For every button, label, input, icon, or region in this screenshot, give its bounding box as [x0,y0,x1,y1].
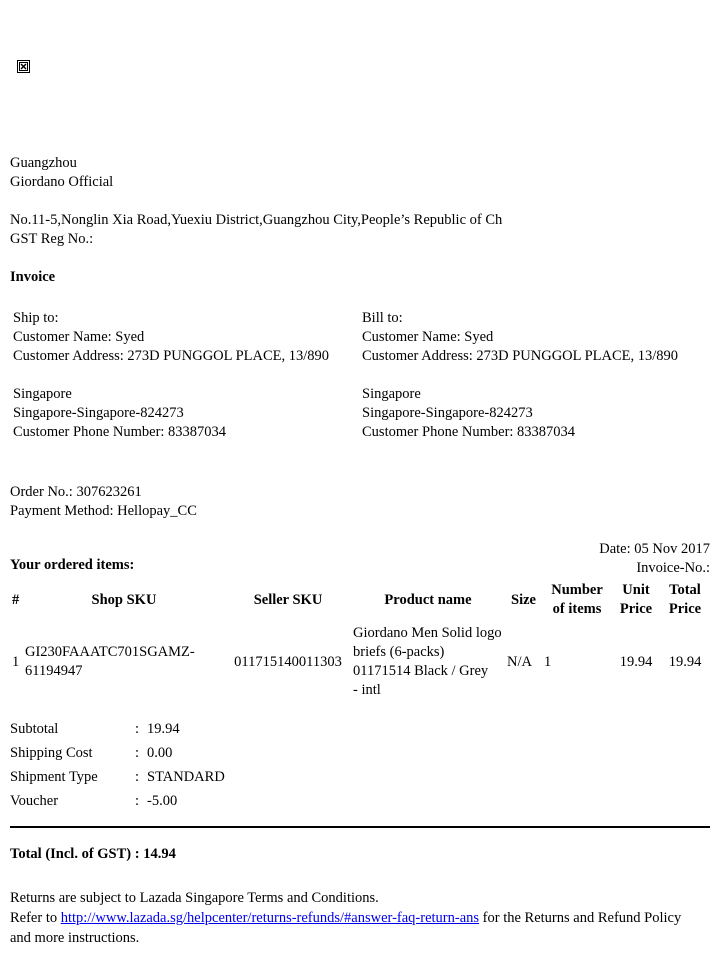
col-header-shop-sku: Shop SKU [91,591,157,608]
ship-to-name: Customer Name: Syed [13,329,145,345]
bill-to-block [362,309,678,442]
seller-city: Guangzhou [10,155,77,171]
col-header-seller-sku: Seller SKU [253,591,323,608]
table-row [10,620,710,704]
shipping-value: 0.00 [147,745,173,761]
summary-shipment-type: Shipment Type : STANDARD [10,768,225,792]
col-header-num: # [12,591,20,608]
seller-info [10,154,113,192]
cell-seller-sku: 011715140011303 [234,653,342,670]
seller-shop-name: Giordano Official [10,174,114,190]
bill-to-heading: Bill to: [362,310,403,326]
seller-address-block [10,211,502,249]
returns-policy-link[interactable]: http://www.lazada.sg/helpcenter/returns-refunds/#answer-faq-return-ans [60,910,480,926]
grand-total: Total (Incl. of GST) : 14.94 [10,846,176,862]
items-table [10,580,710,704]
summary-shipping: Shipping Cost : 0.00 [10,744,225,768]
seller-gst-reg: GST Reg No.: [10,231,94,247]
broken-image-icon [17,60,30,73]
footer-notes [10,888,715,948]
payment-method: Payment Method: Hellopay_CC [10,503,197,519]
refer-line-2: and more instructions. [10,930,140,946]
cell-size: N/A [507,653,532,670]
col-header-unit-price: Unit Price [619,582,653,617]
shipment-type-value: STANDARD [147,769,225,785]
document-title: Invoice [10,269,56,285]
bill-to-address: Customer Address: 273D PUNGGOL PLACE, 13/890 [362,348,679,364]
col-header-number-of-items: Number of items [551,582,603,617]
bill-to-region: Singapore-Singapore-824273 [362,405,533,421]
bill-to-phone: Customer Phone Number: 83387034 [362,424,576,440]
ship-to-block [13,309,329,442]
subtotal-value: 19.94 [147,721,180,737]
seller-address: No.11-5,Nonglin Xia Road,Yuexiu District,Guangzhou City,People’s Republic of Ch [10,212,503,228]
cell-qty: 1 [544,653,552,670]
cell-unit-price: 19.94 [619,653,653,670]
table-header-row [10,580,710,620]
cell-num: 1 [12,653,20,670]
ship-to-address: Customer Address: 273D PUNGGOL PLACE, 13/890 [13,348,330,364]
refer-line: Refer to http://www.lazada.sg/helpcenter/returns-refunds/#answer-faq-return-ans for the Returns and Refund Policy [10,910,682,926]
col-header-total-price: Total Price [668,582,702,617]
bill-to-name: Customer Name: Syed [362,329,494,345]
cell-product-name: Giordano Men Solid logo briefs (6-packs) 01171514 Black / Grey - intl [353,625,502,698]
cell-shop-sku: GI230FAAATC701SGAMZ- 61194947 [25,644,195,679]
ship-to-region: Singapore-Singapore-824273 [13,405,184,421]
summary-voucher: Voucher : -5.00 [10,792,225,816]
ship-to-phone: Customer Phone Number: 83387034 [13,424,227,440]
cell-total-price: 19.94 [668,653,702,670]
divider [10,826,710,828]
order-number: Order No.: 307623261 [10,484,142,500]
col-header-product-name: Product name [384,591,472,608]
returns-note: Returns are subject to Lazada Singapore Terms and Conditions. [10,890,379,906]
summary-subtotal: Subtotal : 19.94 [10,720,225,744]
ship-to-heading: Ship to: [13,310,59,326]
voucher-value: -5.00 [147,793,178,809]
invoice-date: Date: 05 Nov 2017 [599,541,710,557]
date-invoice-block [599,540,710,578]
order-info [10,483,197,521]
col-header-size: Size [511,591,536,608]
ship-to-country: Singapore [13,386,72,402]
items-heading: Your ordered items: [10,557,135,573]
invoice-number: Invoice-No.: [636,560,710,576]
bill-to-country: Singapore [362,386,421,402]
summary-block [10,720,225,816]
